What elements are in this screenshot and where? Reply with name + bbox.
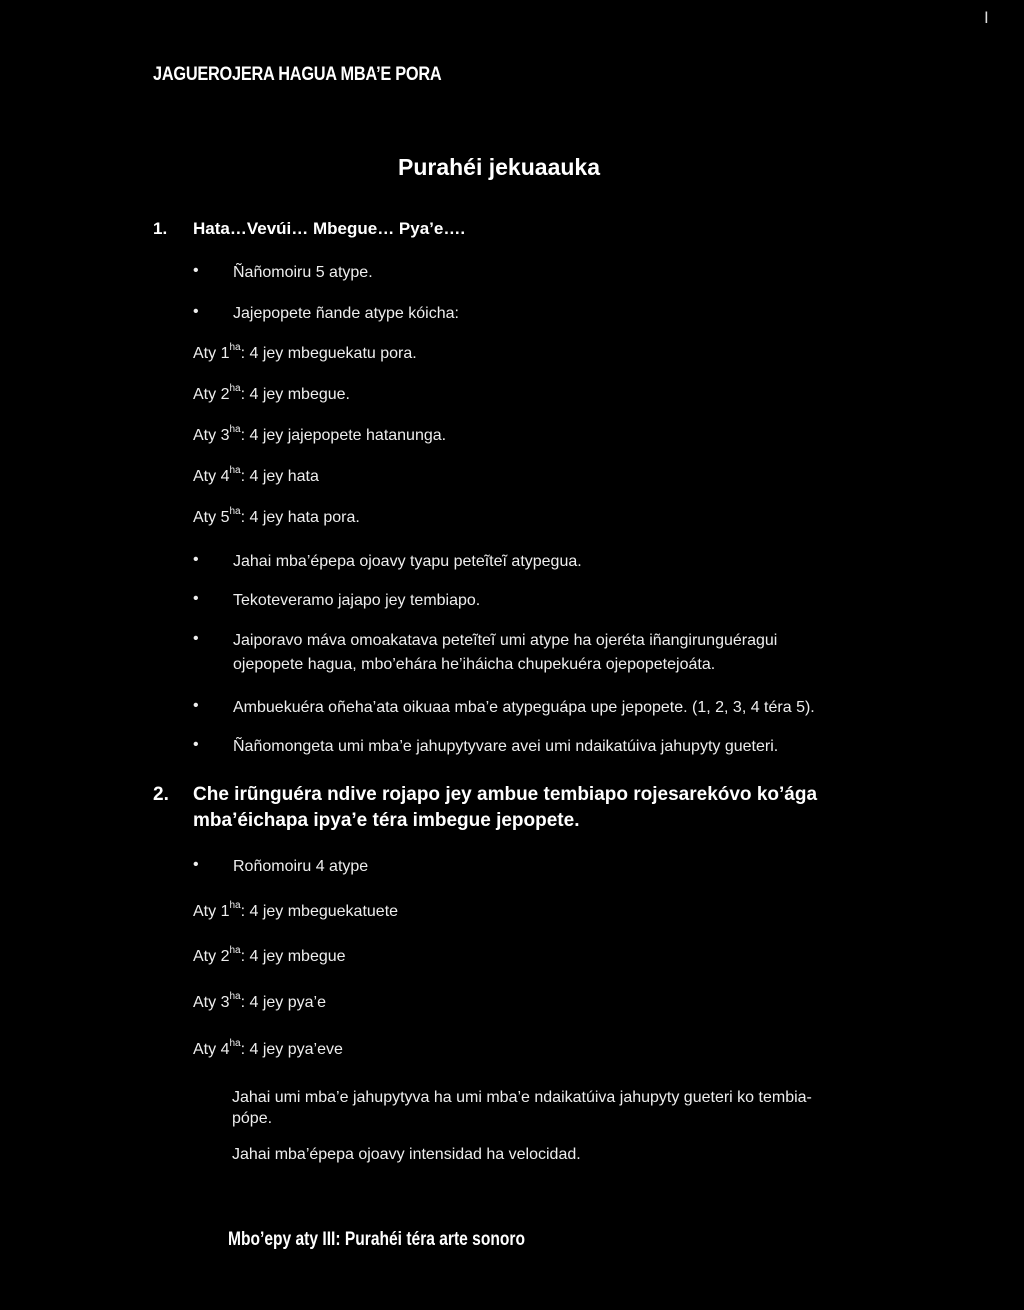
list-item-text: Ñañomongeta umi mba’e jahupytyvare avei umi ndaikatúiva jahupyty gueteri. [233, 738, 779, 755]
note-paragraph [232, 1087, 812, 1129]
group-instruction: : 4 jey pya’e [240, 994, 326, 1011]
group-row [193, 465, 319, 486]
group-row [193, 1038, 343, 1059]
page-footer: Mbo’epy aty III: Purahéi téra arte sonoro [228, 1229, 525, 1250]
bullet-icon: • [193, 736, 199, 753]
ordinal-suffix: ha [229, 506, 241, 517]
list-item [193, 630, 953, 676]
ordinal-suffix: ha [229, 342, 241, 353]
group-label: Aty 2 [193, 948, 230, 965]
list-item-text: Ñañomoiru 5 atype. [233, 264, 373, 281]
ordinal-suffix: ha [229, 945, 241, 956]
list-item [193, 856, 893, 878]
group-label: Aty 4 [193, 1041, 230, 1058]
running-head: JAGUEROJERA HAGUA MBA’E PORA [153, 64, 442, 85]
group-label: Aty 1 [193, 903, 230, 920]
group-label: Aty 4 [193, 468, 230, 485]
group-label: Aty 1 [193, 345, 230, 362]
group-row [193, 945, 346, 966]
section-title: Purahéi jekuaauka [398, 154, 600, 180]
ordinal-suffix: ha [229, 1038, 241, 1049]
group-instruction: : 4 jey hata [240, 468, 319, 485]
item-heading-text-continued: mba’éichapa ipya’e téra imbegue jepopete. [193, 810, 580, 831]
item-number: 1. [153, 219, 168, 238]
bullet-icon: • [193, 590, 199, 607]
group-row [193, 424, 447, 445]
group-row [193, 506, 360, 527]
item-2-heading [153, 782, 913, 834]
ordinal-suffix: ha [229, 900, 241, 911]
list-item [193, 303, 893, 325]
group-instruction: : 4 jey hata pora. [240, 509, 360, 526]
list-item [193, 590, 893, 612]
ordinal-suffix: ha [229, 465, 241, 476]
item-heading-text: Che irũnguéra ndive rojapo jey ambue tembiapo rojesarekóvo ko’ága [193, 784, 818, 805]
bullet-icon: • [193, 856, 199, 873]
list-item [193, 736, 953, 758]
note-paragraph [232, 1144, 581, 1165]
group-instruction: : 4 jey mbeguekatu pora. [240, 345, 417, 362]
list-item-text: Ambuekuéra oñeha’ata oikuaa mba’e atypeguápa upe jepopete. (1, 2, 3, 4 téra 5). [233, 699, 815, 716]
page-corner-mark: I [984, 8, 989, 27]
bullet-icon: • [193, 262, 199, 279]
group-label: Aty 3 [193, 994, 230, 1011]
bullet-icon: • [193, 303, 199, 320]
group-row [193, 991, 326, 1012]
item-1-heading [153, 219, 753, 241]
ordinal-suffix: ha [229, 424, 241, 435]
list-item [193, 262, 893, 284]
group-instruction: : 4 jey jajepopete hatanunga. [240, 427, 447, 444]
group-label: Aty 3 [193, 427, 230, 444]
group-instruction: : 4 jey mbegue [240, 948, 346, 965]
group-row [193, 900, 399, 921]
item-number: 2. [153, 784, 169, 805]
list-item-text: Jajepopete ñande atype kóicha: [233, 305, 459, 322]
list-item-text: Tekoteveramo jajapo jey tembiapo. [233, 592, 481, 609]
group-instruction: : 4 jey mbeguekatuete [240, 903, 399, 920]
note-line: Jahai umi mba’e jahupytyva ha umi mba’e ndaikatúiva jahupyty gueteri ko tembia- [232, 1089, 812, 1106]
list-item-text: Jahai mba’épepa ojoavy tyapu peteĩteĩ atypegua. [233, 553, 582, 570]
ordinal-suffix: ha [229, 383, 241, 394]
list-item [193, 697, 953, 719]
bullet-icon: • [193, 630, 199, 647]
ordinal-suffix: ha [229, 991, 241, 1002]
group-row [193, 383, 350, 404]
bullet-icon: • [193, 697, 199, 714]
group-label: Aty 5 [193, 509, 230, 526]
item-heading-text: Hata…Vevúi… Mbegue… Pya’e…. [193, 219, 466, 238]
list-item [193, 551, 893, 573]
note-line: Jahai mba’épepa ojoavy intensidad ha velocidad. [232, 1146, 581, 1163]
list-item-text-continued: ojepopete hagua, mbo’ehára he’iháicha chupekuéra ojepopetejoáta. [233, 656, 716, 673]
group-row [193, 342, 417, 363]
bullet-icon: • [193, 551, 199, 568]
note-line-continued: pópe. [232, 1110, 273, 1127]
group-instruction: : 4 jey mbegue. [240, 386, 350, 403]
list-item-text: Roñomoiru 4 atype [233, 858, 369, 875]
list-item-text: Jaiporavo máva omoakatava peteĩteĩ umi atype ha ojeréta iñangirunguéragui [233, 632, 778, 649]
group-instruction: : 4 jey pya’eve [240, 1041, 343, 1058]
group-label: Aty 2 [193, 386, 230, 403]
